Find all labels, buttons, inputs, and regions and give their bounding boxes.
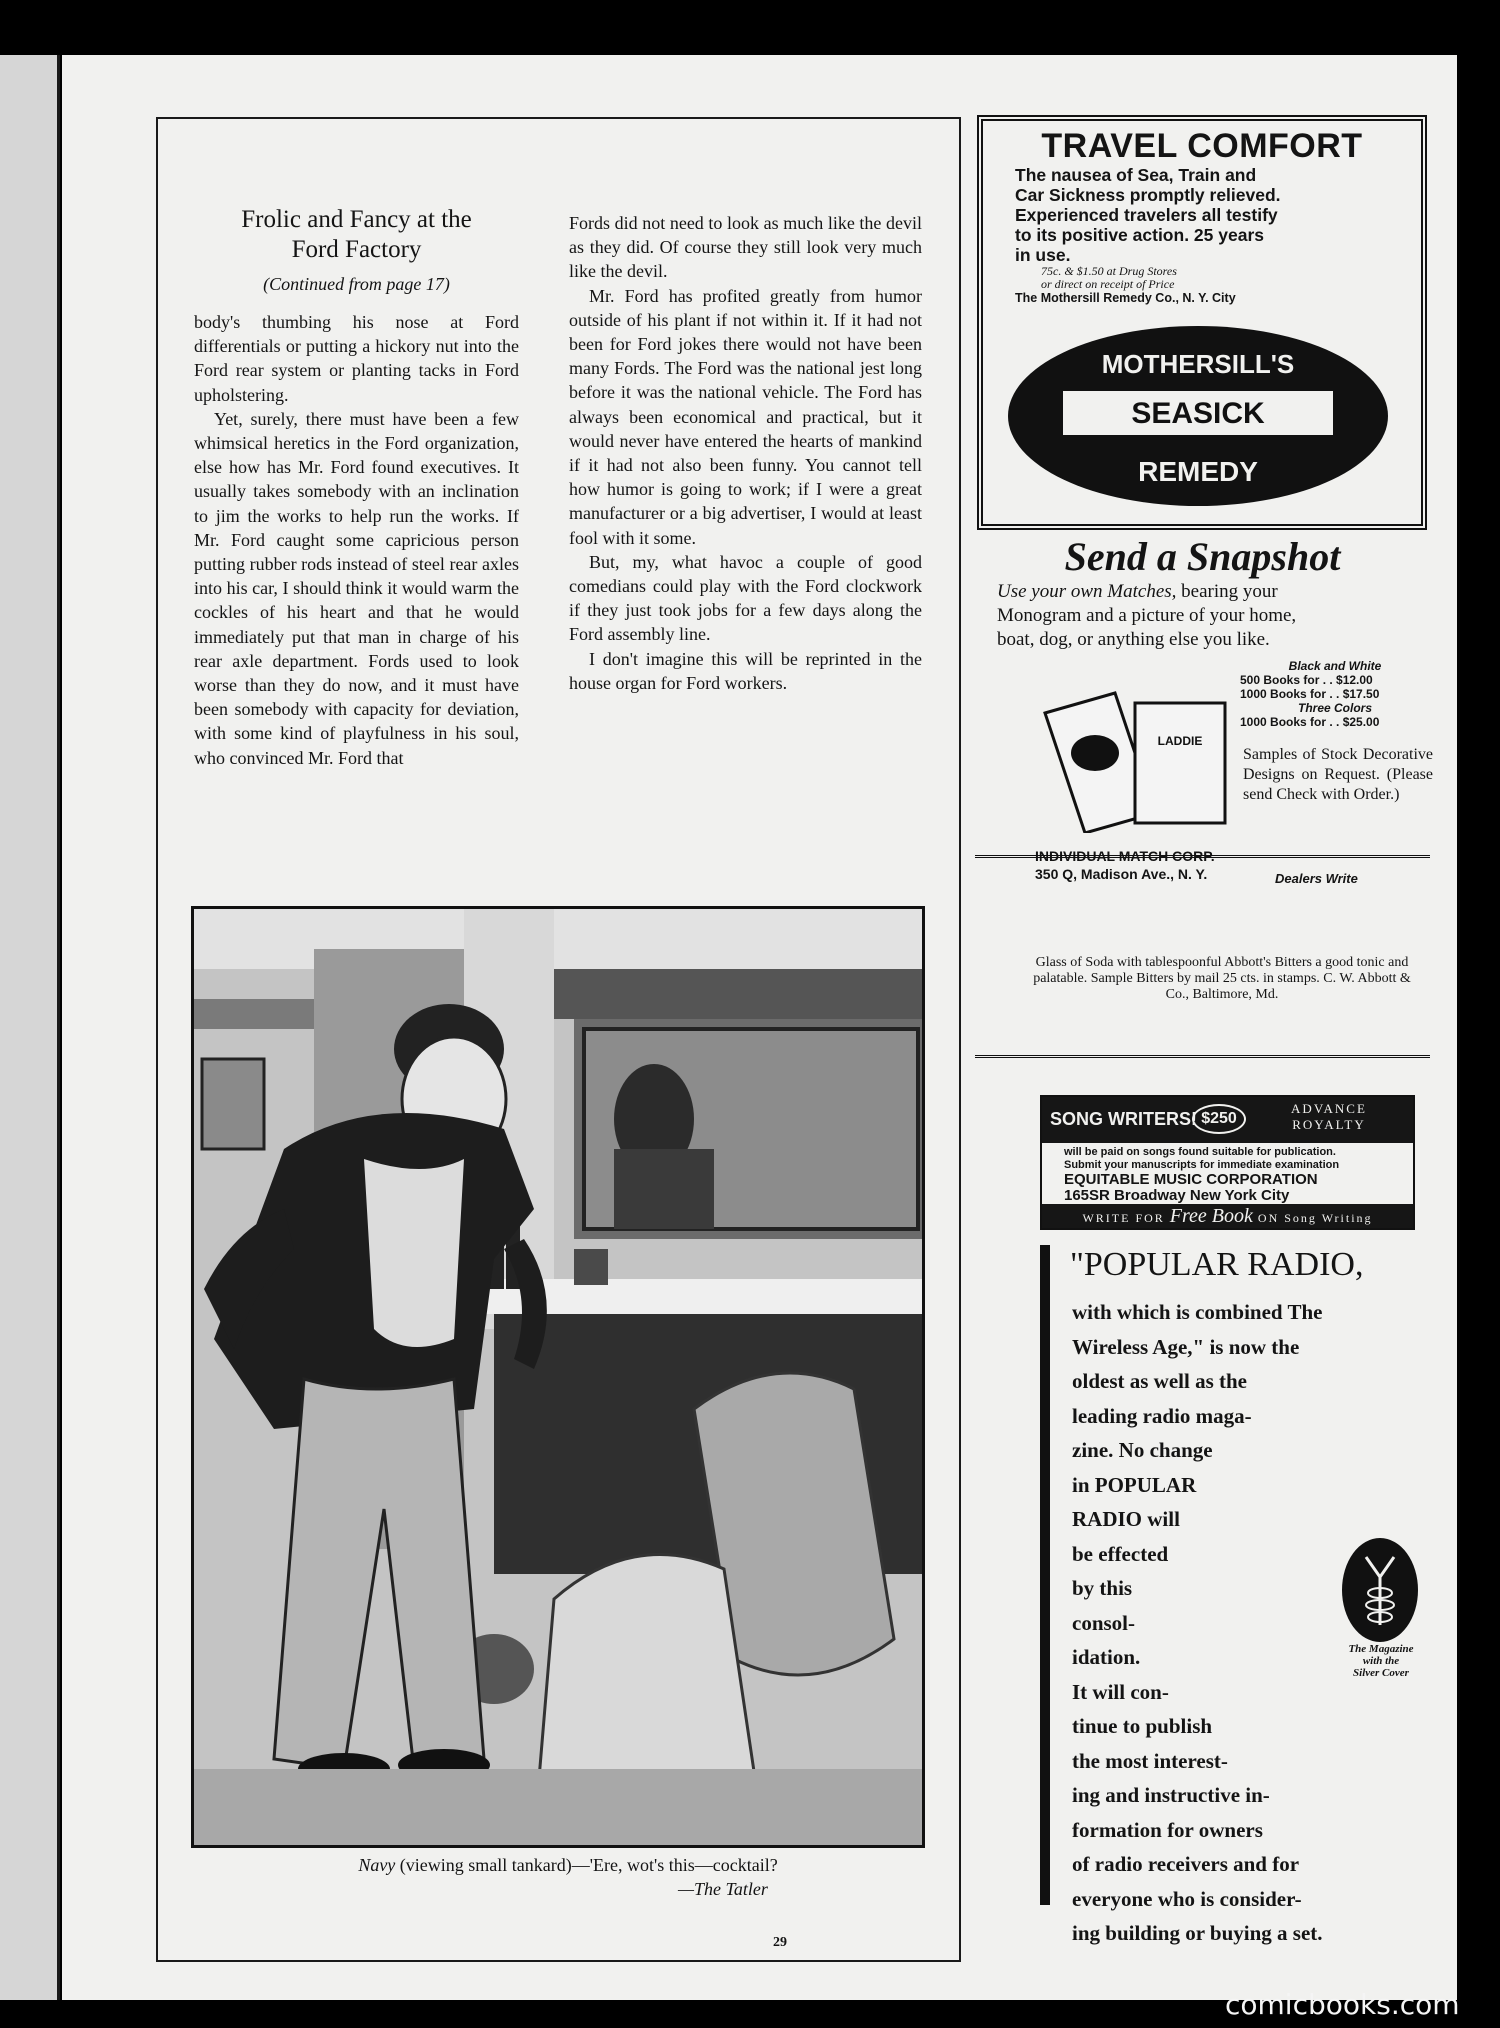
site-watermark: comicbooks.com <box>1225 1988 1460 2021</box>
radio-ad-line: idation. <box>1072 1645 1141 1669</box>
travel-ad-price <box>1041 265 1403 291</box>
radio-ad-title: "POPULAR RADIO, <box>1070 1246 1364 1283</box>
snapshot-sub-line: boat, dog, or anything else you like. <box>997 629 1270 650</box>
song-ad-address: 165SR Broadway New York City <box>1064 1187 1290 1204</box>
song-writers-ad <box>1040 1095 1415 1230</box>
article-title-line-1: Frolic and Fancy at the <box>241 206 472 233</box>
article-box <box>156 117 961 1962</box>
song-ad-advance <box>1254 1101 1404 1133</box>
song-ad-company: EQUITABLE MUSIC CORPORATION <box>1064 1171 1318 1188</box>
logo-top-text: MOTHERSILL'S <box>1101 349 1295 379</box>
article-paragraph: Fords did not need to look as much like the devil as they did. Of course they still look very much like the devil. <box>569 213 922 282</box>
snapshot-dealers: Dealers Write <box>1275 871 1358 886</box>
travel-ad-line: to its positive action. 25 years <box>1015 225 1264 245</box>
price-line: 1000 Books for . . $25.00 <box>1240 715 1380 729</box>
caption-speaker: Navy <box>358 1855 396 1875</box>
free-book: Free Book <box>1169 1205 1253 1227</box>
radio-ad-tagline <box>1322 1643 1440 1679</box>
radio-ad-line: by this <box>1072 1576 1133 1600</box>
radio-ad-line: of radio receivers and for <box>1072 1852 1300 1876</box>
song-ad-line: Submit your manuscripts for immediate examination <box>1064 1159 1340 1171</box>
radio-ad-line: leading radio maga- <box>1072 1403 1252 1428</box>
radio-ad-line: ing building or buying a set. <box>1072 1921 1323 1945</box>
travel-ad-line: The nausea of Sea, Train and <box>1015 165 1257 185</box>
article-column-1 <box>194 310 519 770</box>
radio-ad-line: be effected <box>1072 1541 1169 1566</box>
price-line: 1000 Books for . . $17.50 <box>1240 687 1380 701</box>
song-ad-header <box>1042 1097 1413 1143</box>
snapshot-ad-subtitle <box>997 580 1430 652</box>
article-title <box>194 205 519 265</box>
song-ad-badge: $250 <box>1192 1104 1246 1134</box>
radio-ad-bar <box>1040 1245 1050 1905</box>
radio-ad-line: RADIO will <box>1072 1507 1180 1531</box>
radio-ad-line: formation for owners <box>1072 1817 1263 1842</box>
article-title-line-2: Ford Factory <box>291 236 422 263</box>
adjacent-page-edge <box>0 55 60 2000</box>
radio-ad-line: tinue to publish <box>1072 1714 1213 1738</box>
article-paragraph: I don't imagine this will be reprinted in the house organ for Ford workers. <box>569 648 922 693</box>
match-label: LADDIE <box>1157 734 1203 748</box>
logo-bottom-text: REMEDY <box>1138 456 1258 487</box>
caption-text: (viewing small tankard)—'Ere, wot's this—cocktail? <box>399 1855 778 1875</box>
radio-ad-line: zine. No change <box>1072 1438 1213 1462</box>
snapshot-prices <box>1240 659 1430 729</box>
radio-ad-line: in POPULAR <box>1072 1472 1197 1497</box>
radio-ad-line: oldest as well as the <box>1072 1369 1247 1393</box>
popular-radio-logo-icon <box>1340 1535 1420 1645</box>
travel-comfort-ad <box>977 115 1427 530</box>
song-ad-body <box>1042 1143 1413 1204</box>
song-ad-footer <box>1042 1204 1413 1228</box>
radio-ad-line: consol- <box>1072 1610 1135 1635</box>
travel-ad-line: in use. <box>1015 245 1071 265</box>
article-paragraph: But, my, what havoc a couple of good comedians could play with the Ford clockwork if they just took jobs for a few days along the Ford assembly line. <box>569 551 922 645</box>
tagline-line: The Magazine <box>1348 1643 1414 1655</box>
popular-radio-ad <box>1040 1245 1440 1945</box>
magazine-page <box>62 55 1457 2000</box>
divider-rule <box>975 1055 1430 1058</box>
travel-ad-price-line: or direct on receipt of Price <box>1041 277 1175 291</box>
radio-ad-line: Wireless Age," is now the <box>1072 1334 1300 1359</box>
travel-ad-body <box>1015 165 1403 265</box>
article-paragraph: body's thumbing his nose at Ford differentials or putting a hickory nut into the Ford rear system or planting tacks in Ford upholstering. <box>194 312 519 405</box>
on-song-writing: ON Song Writing <box>1257 1211 1373 1225</box>
advance-word: ADVANCE <box>1291 1101 1367 1116</box>
snapshot-ad-title: Send a Snapshot <box>1064 534 1341 579</box>
radio-ad-line: It will con- <box>1072 1679 1169 1704</box>
travel-ad-price-line: 75c. & $1.50 at Drug Stores <box>1041 264 1177 278</box>
royalty-word: ROYALTY <box>1292 1117 1366 1132</box>
snapshot-sub-lead: Use your own Matches, <box>997 581 1177 602</box>
radio-ad-line: ing and instructive in- <box>1072 1783 1270 1807</box>
page-number: 29 <box>773 1935 787 1950</box>
travel-ad-company: The Mothersill Remedy Co., N. Y. City <box>1015 291 1236 305</box>
song-ad-title: SONG WRITERS! <box>1050 1109 1197 1129</box>
cartoon-drawing <box>194 909 925 1848</box>
article-column-2 <box>569 211 922 695</box>
seasick-remedy-logo <box>1003 321 1393 511</box>
logo-mid-text: SEASICK <box>1131 397 1265 430</box>
divider-rule <box>975 855 1430 858</box>
article-paragraph: Mr. Ford has profited greatly from humor outside of his plant if not within it. If it had not been for Ford jokes there would not have been many Fords. The Ford was the national jest long before it was the national vehicle. The Ford has always been economical and practical, but it would never have entered the hearts of mankind if it had not also been funny. You cannot tell how humor is going to work; if I were a great manufacturer or a big advertiser, I would at least fool with it some. <box>569 285 922 548</box>
radio-ad-line: with which is combined The <box>1072 1300 1323 1324</box>
radio-ad-body <box>1072 1295 1323 1951</box>
cartoon-caption <box>218 1855 918 1876</box>
matchbook-illustration <box>1035 683 1235 833</box>
snapshot-company-address: 350 Q, Madison Ave., N. Y. <box>1035 866 1208 882</box>
travel-ad-line: Experienced travelers all testify <box>1015 205 1278 225</box>
snapshot-sub-rest: bearing your <box>1176 581 1278 602</box>
snapshot-sub-line: Monogram and a picture of your home, <box>997 605 1297 626</box>
price-heading: Black and White <box>1288 659 1382 673</box>
snapshot-matches-ad <box>975 533 1433 886</box>
tagline-line: Silver Cover <box>1353 1667 1409 1679</box>
radio-ad-line: the most interest- <box>1072 1748 1228 1773</box>
travel-ad-title: TRAVEL COMFORT <box>1041 127 1363 165</box>
snapshot-company-name: INDIVIDUAL MATCH CORP. <box>1035 848 1215 864</box>
continued-note: (Continued from page 17) <box>263 274 450 294</box>
caption-source: —The Tatler <box>678 1879 768 1899</box>
song-ad-line: will be paid on songs found suitable for publication. <box>1064 1146 1336 1158</box>
cartoon-illustration <box>191 906 925 1848</box>
price-line: 500 Books for . . $12.00 <box>1240 673 1373 687</box>
tagline-line: with the <box>1362 1655 1400 1667</box>
write-for: WRITE FOR <box>1082 1211 1165 1225</box>
travel-ad-line: Car Sickness promptly relieved. <box>1015 185 1281 205</box>
article-paragraph: Yet, surely, there must have been a few whimsical heretics in the Ford organization, else how has Mr. Ford found executives. It usually takes somebody with an inclination to jim the works to help run the works. If Mr. Ford caught some capricious person putting rubber rods instead of steel rear axles into his car, I should think it would warm the cockles of his heart and that he would immediately put that man in charge of his rear axle department. Fords used to look worse than they do now, and it must have been somebody with capacity for deviation, with some kind of playfulness in his soul, who convinced Mr. Ford that <box>194 408 519 768</box>
abbott-bitters-ad: Glass of Soda with tablespoonful Abbott's Bitters a good tonic and palatable. Sample Bitters by mail 25 cts. in stamps. C. W. Abbott & Co., Baltimore, Md. <box>1033 955 1411 1002</box>
radio-ad-line: everyone who is consider- <box>1072 1886 1302 1911</box>
snapshot-company <box>1035 847 1215 883</box>
snapshot-samples: Samples of Stock Decorative Designs on Request. (Please send Check with Order.) <box>1243 746 1433 803</box>
price-heading: Three Colors <box>1297 701 1372 715</box>
